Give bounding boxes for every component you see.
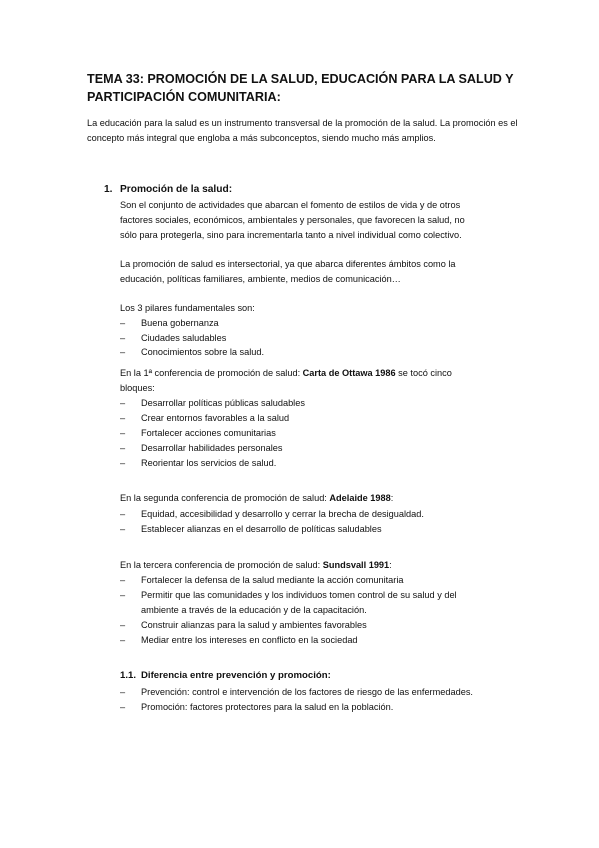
- pillar-item: Buena gobernanza: [141, 318, 219, 328]
- sundsvall-item: Permitir que las comunidades y los individuos tomen control de su salud y del: [141, 590, 457, 600]
- sundsvall-item: Construir alianzas para la salud y ambientes favorables: [141, 620, 367, 630]
- definition-line: factores sociales, económicos, ambientales y personales, que favorecen la salud, no: [120, 215, 465, 225]
- list-dash: –: [120, 398, 126, 408]
- list-dash: –: [120, 524, 126, 534]
- ottawa-item: Reorientar los servicios de salud.: [141, 458, 277, 468]
- adelaide-intro: En la segunda conferencia de promoción de salud: Adelaide 1988:: [120, 493, 394, 503]
- sundsvall-item: Mediar entre los intereses en conflicto en la sociedad: [141, 635, 358, 645]
- ottawa-charter: Carta de Ottawa 1986: [302, 368, 396, 378]
- list-dash: –: [120, 428, 126, 438]
- ottawa-item: Fortalecer acciones comunitarias: [141, 428, 276, 438]
- list-dash: –: [120, 575, 126, 585]
- adelaide-conference: Adelaide 1988: [329, 493, 391, 503]
- ottawa-item: Crear entornos favorables a la salud: [141, 413, 290, 423]
- difference-item: Prevención: control e intervención de los factores de riesgo de las enfermedades.: [141, 687, 473, 697]
- intersectoral-line: educación, políticas familiares, ambiente, medios de comunicación…: [120, 274, 401, 284]
- subsection-number: 1.1.: [120, 670, 137, 681]
- section-heading: Promoción de la salud:: [120, 184, 233, 195]
- list-dash: –: [120, 509, 126, 519]
- list-dash: –: [120, 635, 126, 645]
- adelaide-item: Equidad, accesibilidad y desarrollo y cerrar la brecha de desigualdad.: [141, 509, 424, 519]
- sundsvall-item: Fortalecer la defensa de la salud mediante la acción comunitaria: [141, 575, 404, 585]
- definition-line: sólo para protegerla, sino para incrementarla tanto a nivel individual como colectivo.: [120, 230, 462, 240]
- list-dash: –: [120, 687, 126, 697]
- document-title: TEMA 33: PROMOCIÓN DE LA SALUD, EDUCACIÓN PARA LA SALUD Y PARTICIPACIÓN COMUNITARIA:: [87, 72, 514, 104]
- list-dash: –: [120, 620, 126, 630]
- sundsvall-intro: En la tercera conferencia de promoción de salud: Sundsvall 1991:: [120, 560, 392, 570]
- list-dash: –: [120, 333, 126, 343]
- ottawa-item: Desarrollar políticas públicas saludables: [141, 398, 305, 408]
- pillars-intro: Los 3 pilares fundamentales son:: [120, 303, 255, 313]
- section-number: 1.: [104, 184, 113, 195]
- ottawa-item: Desarrollar habilidades personales: [141, 443, 283, 453]
- pillar-item: Conocimientos sobre la salud.: [141, 347, 265, 357]
- ottawa-intro: En la 1ª conferencia de promoción de salud: Carta de Ottawa 1986 se tocó cinco: [120, 368, 452, 378]
- list-dash: –: [120, 318, 126, 328]
- adelaide-item: Establecer alianzas en el desarrollo de políticas saludables: [141, 524, 382, 534]
- sundsvall-item-cont: ambiente a través de la educación y de la capacitación.: [141, 605, 367, 615]
- list-dash: –: [120, 413, 126, 423]
- difference-item: Promoción: factores protectores para la salud en la población.: [141, 702, 394, 712]
- intro-paragraph: La educación para la salud es un instrumento transversal de la promoción de la salud. La promoción es el concepto más integral que engloba a más subconceptos, siendo mucho más amplios.: [87, 118, 518, 143]
- list-dash: –: [120, 458, 126, 468]
- pillar-item: Ciudades saludables: [141, 333, 227, 343]
- list-dash: –: [120, 347, 126, 357]
- list-dash: –: [120, 702, 126, 712]
- list-dash: –: [120, 443, 126, 453]
- intersectoral-line: La promoción de salud es intersectorial, ya que abarca diferentes ámbitos como la: [120, 259, 456, 269]
- list-dash: –: [120, 590, 126, 600]
- ottawa-intro-cont: bloques:: [120, 383, 155, 393]
- subsection-heading: Diferencia entre prevención y promoción:: [141, 670, 331, 681]
- definition-line: Son el conjunto de actividades que abarcan el fomento de estilos de vida y de otros: [120, 200, 461, 210]
- sundsvall-conference: Sundsvall 1991: [322, 560, 390, 570]
